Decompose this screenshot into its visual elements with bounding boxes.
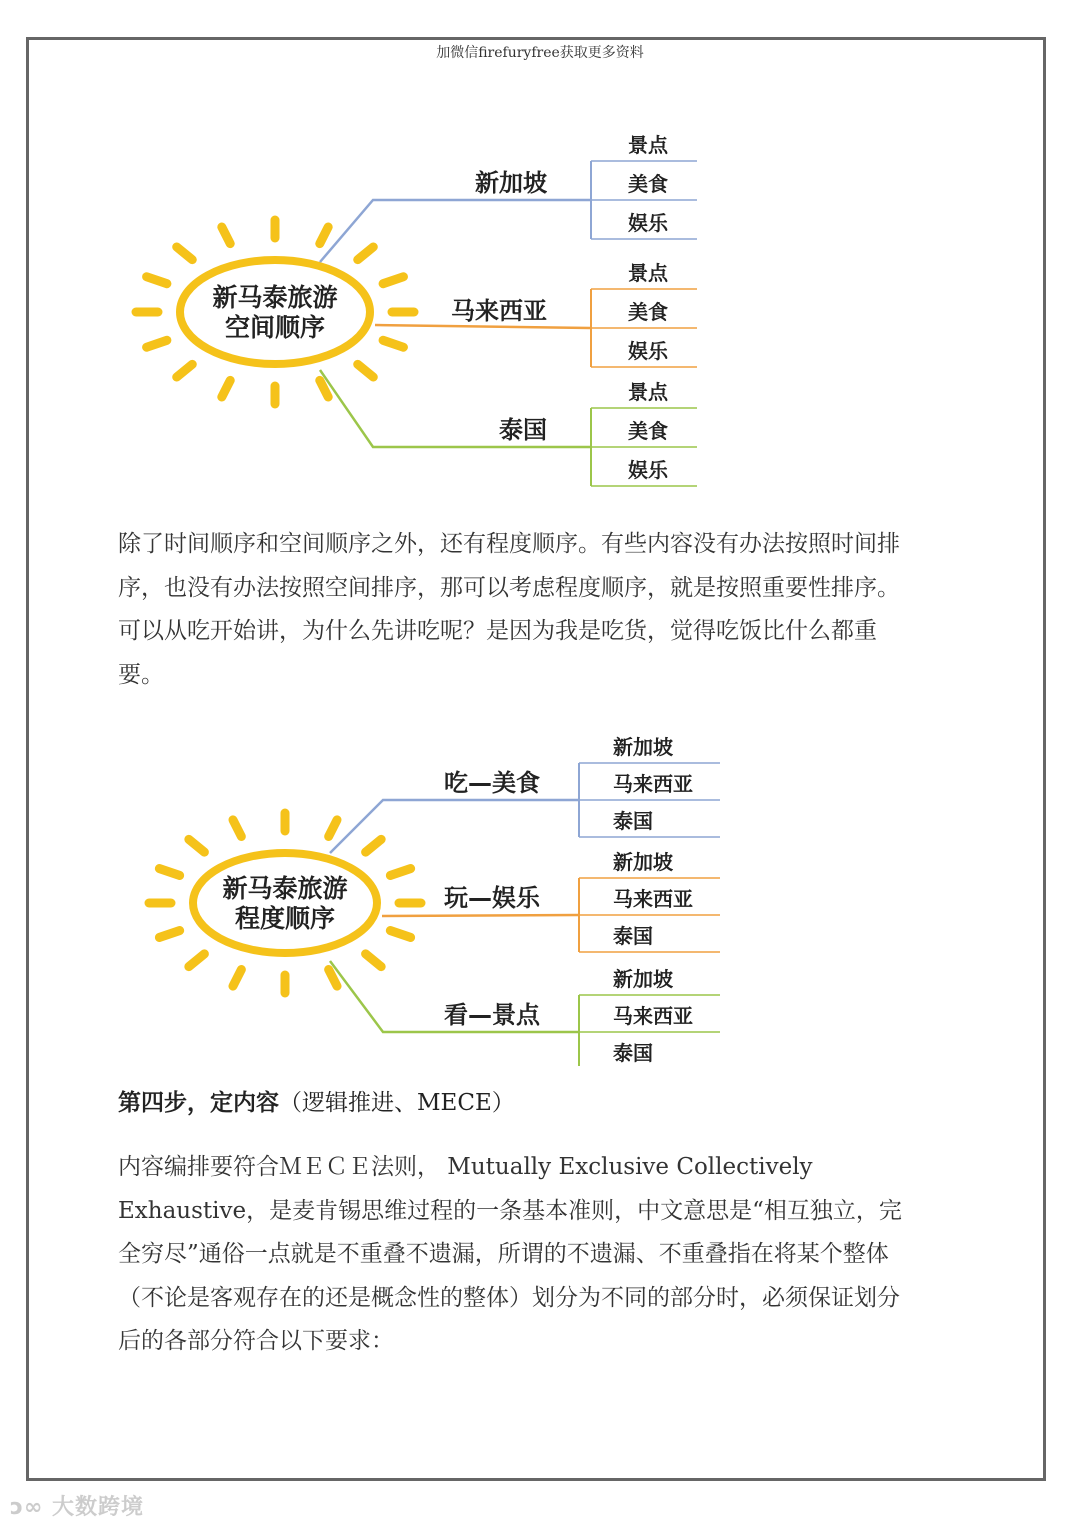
- sun-center-ellipse: [180, 260, 370, 364]
- mindmap-degree-order: [0, 720, 1080, 1068]
- branch-line: [375, 325, 590, 328]
- text-line: 除了时间顺序和空间顺序之外，还有程度顺序。有些内容没有办法按照时间排: [118, 531, 900, 557]
- sun-ray: [390, 931, 410, 938]
- paragraph-mece: [118, 1146, 978, 1364]
- section-heading: [118, 1084, 515, 1117]
- branch-label: 新加坡: [475, 169, 547, 197]
- sub-branch-label: 马来西亚: [613, 772, 693, 796]
- sun-ray: [329, 820, 337, 837]
- center-title: 新马泰旅游: [222, 874, 348, 903]
- watermark-logo: ↄ∞ 大数跨境: [10, 1495, 145, 1520]
- text-line: 内容编排要符合ＭＥＣＥ法则， Mutually Exclusive Collectively: [118, 1154, 813, 1180]
- text-line: 序，也没有办法按照空间排序，那可以考虑程度顺序，就是按照重要性排序。: [118, 574, 900, 601]
- sub-branch-label: 景点: [628, 133, 668, 157]
- sub-branch-label: 新加坡: [613, 967, 673, 991]
- sun-ray: [222, 380, 230, 397]
- sun-ray: [383, 340, 403, 347]
- sun-ray: [159, 869, 179, 876]
- sun-ray: [147, 340, 167, 347]
- sub-branch-label: 美食: [628, 419, 668, 443]
- heading-note: （逻辑推进、MECE）: [279, 1090, 515, 1116]
- sun-ray: [366, 954, 382, 967]
- watermark-text: 大数跨境: [52, 1495, 145, 1520]
- center-title: 新马泰旅游: [212, 283, 338, 312]
- sub-branch-label: 娱乐: [628, 339, 668, 363]
- center-subtitle: 空间顺序: [224, 313, 326, 342]
- sun-ray: [383, 277, 403, 284]
- sub-branch-label: 马来西亚: [613, 1004, 693, 1028]
- heading-bold: 第四步，定内容: [118, 1089, 279, 1116]
- sub-branch-label: 娱乐: [628, 458, 668, 482]
- sun-ray: [366, 839, 382, 852]
- sub-branch-label: 马来西亚: [613, 887, 693, 911]
- text-line: 全穷尽”通俗一点就是不重叠不遗漏，所谓的不遗漏、不重叠指在将某个整体: [118, 1241, 889, 1267]
- text-line: 要。: [118, 661, 164, 688]
- sun-ray: [222, 227, 230, 244]
- sun-ray: [329, 970, 337, 987]
- sun-ray: [358, 247, 374, 260]
- sun-center-ellipse: [193, 853, 377, 953]
- sun-ray: [189, 839, 205, 852]
- center-subtitle: 程度顺序: [234, 904, 336, 933]
- sun-ray: [320, 380, 328, 397]
- sun-ray: [233, 970, 241, 987]
- sub-branch-label: 泰国: [613, 1041, 653, 1065]
- sun-ray: [177, 247, 193, 260]
- branch-label: 泰国: [499, 416, 547, 444]
- sun-ray: [320, 227, 328, 244]
- mindmap-spatial-order: [0, 120, 1080, 500]
- sub-branch-label: 泰国: [613, 924, 653, 948]
- sun-ray: [147, 277, 167, 284]
- branch-label: 马来西亚: [451, 297, 547, 325]
- sun-ray: [177, 364, 193, 377]
- paragraph-degree-order: [118, 523, 978, 697]
- text-line: 可以从吃开始讲，为什么先讲吃呢？是因为我是吃货，觉得吃饭比什么都重: [118, 618, 877, 644]
- branch-line: [382, 915, 578, 916]
- text-line: Exhaustive，是麦肯锡思维过程的一条基本准则，中文意思是“相互独立，完: [118, 1197, 902, 1224]
- sun-ray: [159, 931, 179, 938]
- sub-branch-label: 娱乐: [628, 211, 668, 235]
- sub-branch-label: 景点: [628, 380, 668, 404]
- sub-branch-label: 美食: [628, 300, 668, 324]
- branch-label: 玩—娱乐: [444, 884, 540, 912]
- sub-branch-label: 泰国: [613, 809, 653, 833]
- sub-branch-label: 景点: [628, 261, 668, 285]
- sub-branch-label: 新加坡: [613, 850, 673, 874]
- sun-ray: [233, 820, 241, 837]
- sub-branch-label: 美食: [628, 172, 668, 196]
- text-line: 后的各部分符合以下要求：: [118, 1328, 394, 1354]
- branch-line: [320, 370, 590, 447]
- branch-label: 看—景点: [444, 1001, 540, 1029]
- branch-label: 吃—美食: [444, 769, 540, 797]
- sun-ray: [390, 869, 410, 876]
- sun-ray: [189, 954, 205, 967]
- sub-branch-label: 新加坡: [613, 735, 673, 759]
- text-line: （不论是客观存在的还是概念性的整体）划分为不同的部分时，必须保证划分: [118, 1284, 900, 1311]
- page-header: 加微信firefuryfree获取更多资料: [436, 45, 644, 61]
- sun-ray: [358, 364, 374, 377]
